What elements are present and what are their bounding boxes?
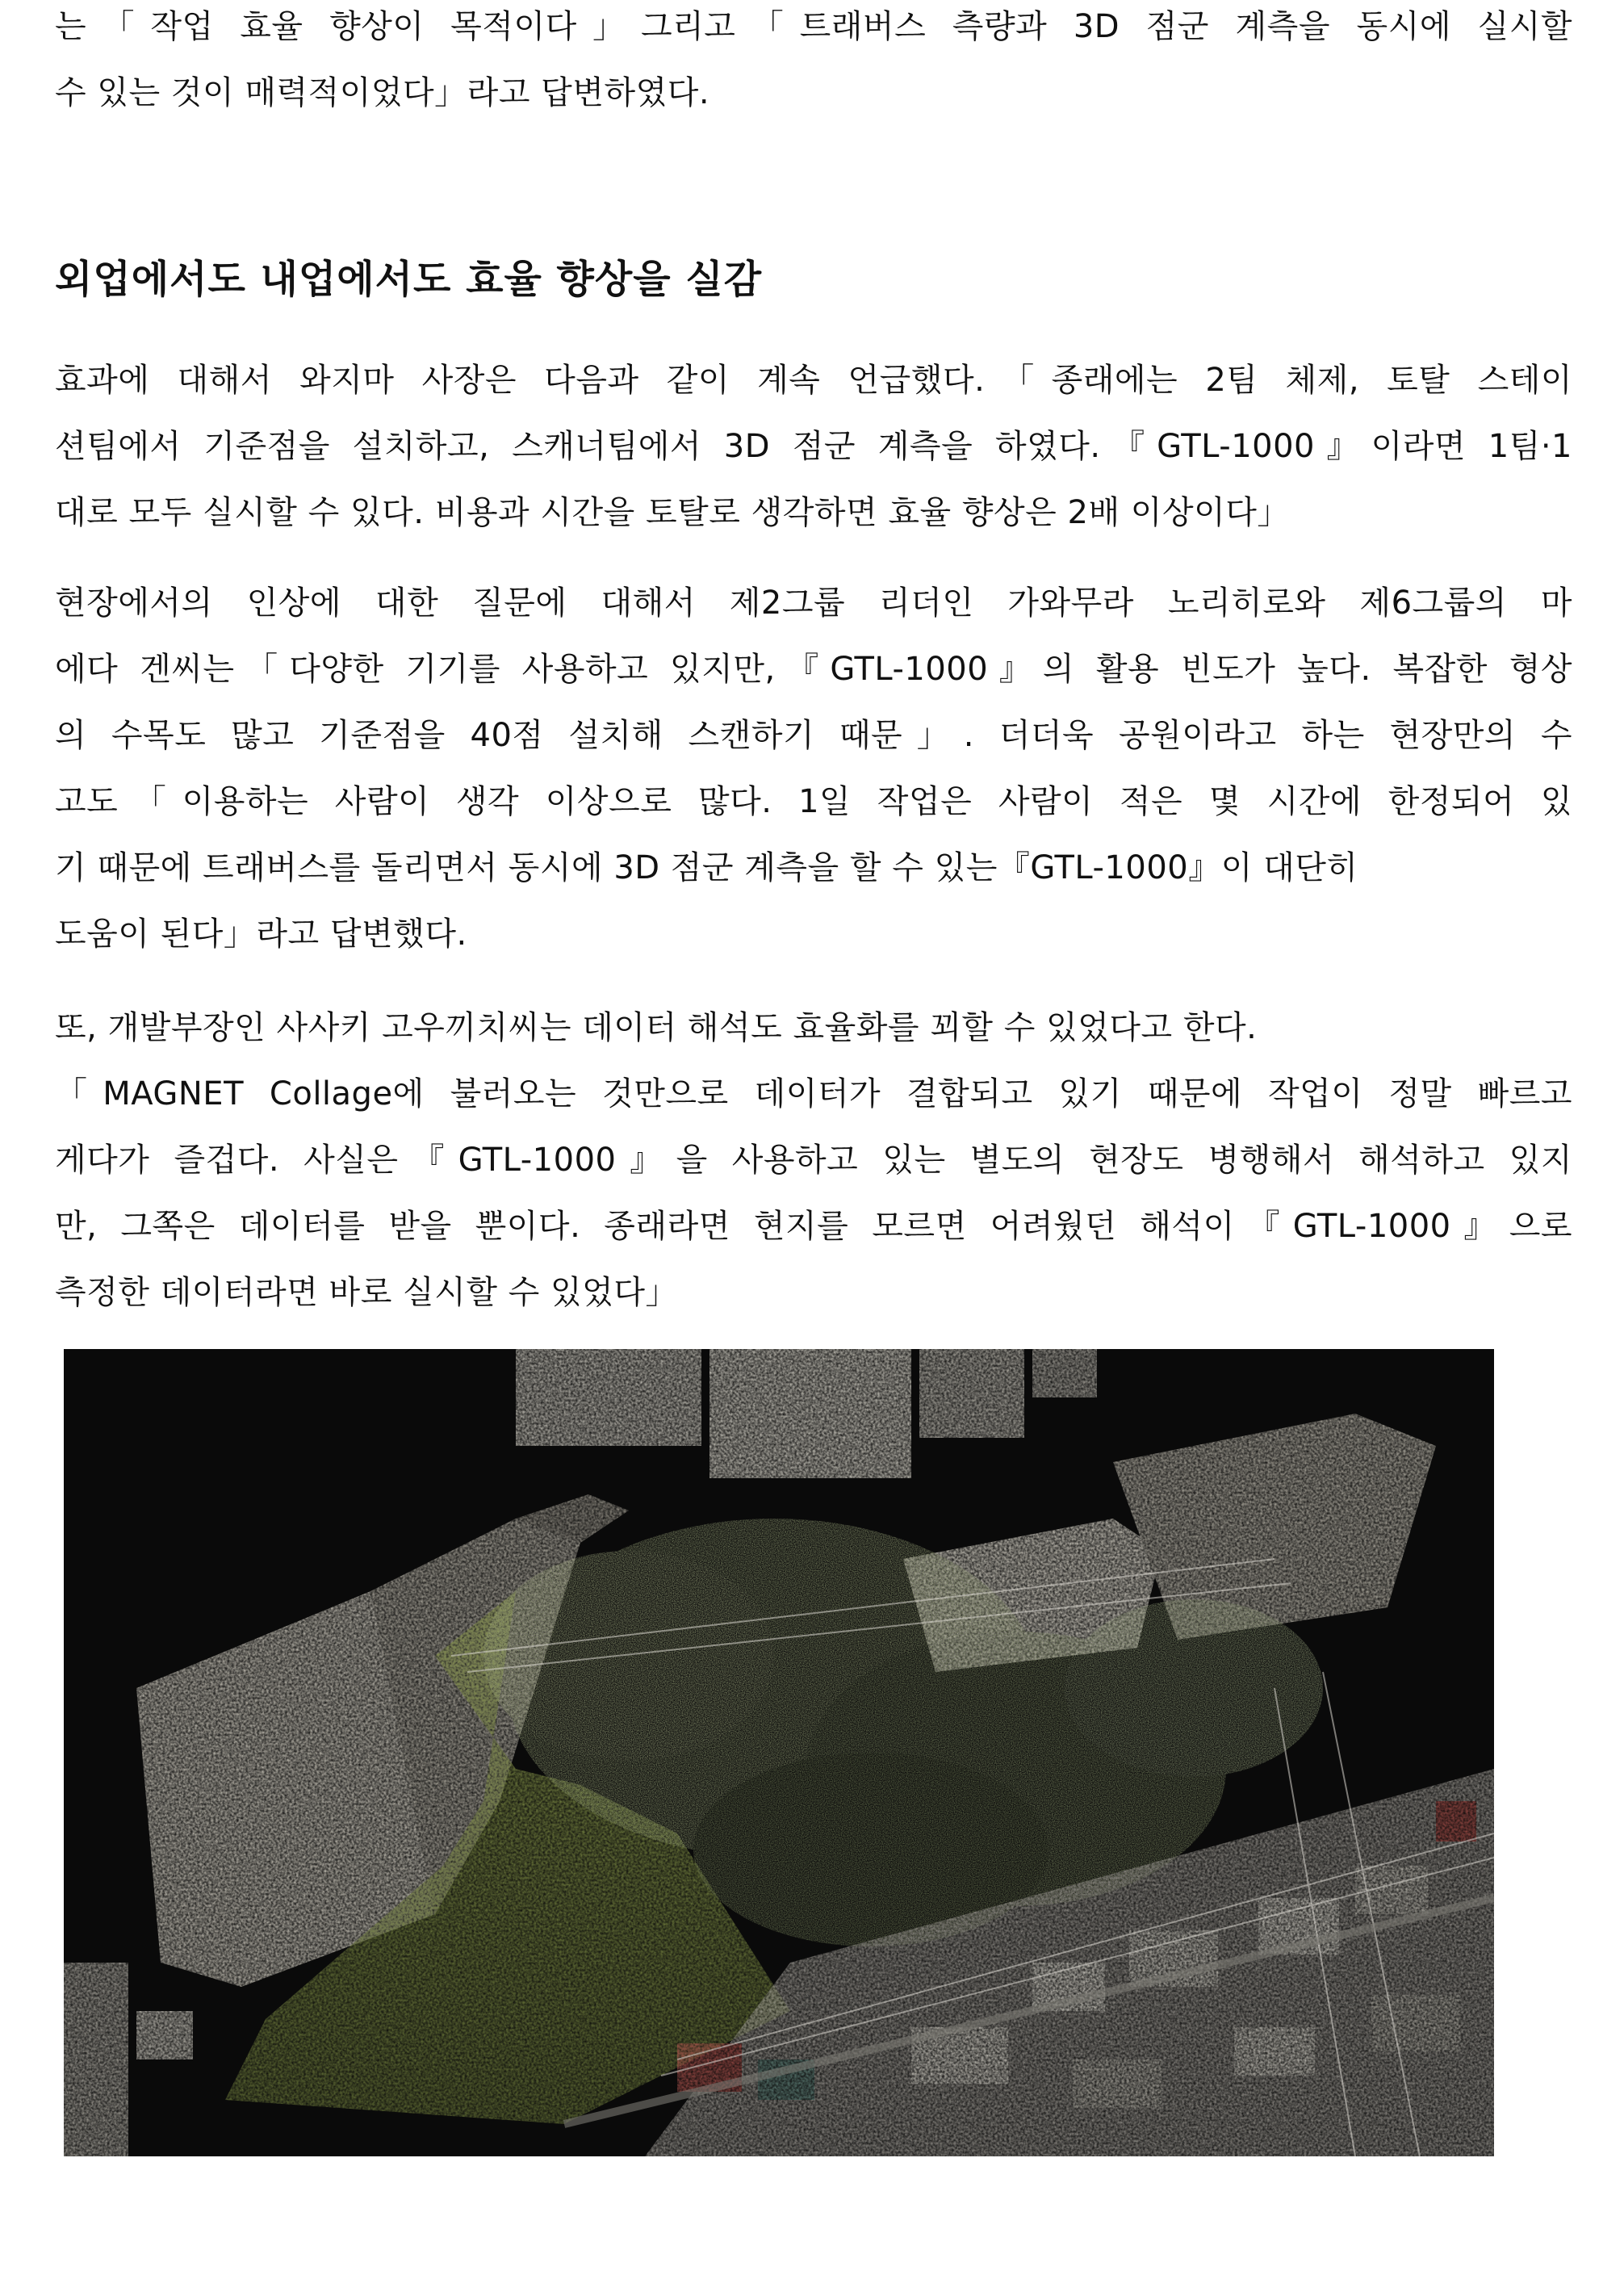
paragraph-2-line-2: 에다 겐씨는「다양한 기기를 사용하고 있지만,『GTL-1000』의 활용 빈도가 높다. 복잡한 형상 xyxy=(55,651,1572,688)
paragraph-2-line-3: 의 수목도 많고 기준점을 40점 설치해 스캔하기 때문」. 더더욱 공원이라고 하는 현장만의 수 xyxy=(55,717,1572,754)
paragraph-2-line-4: 고도「이용하는 사람이 생각 이상으로 많다. 1일 작업은 사람이 적은 몇 시간에 한정되어 있 xyxy=(55,783,1572,820)
paragraph-3-line-2: 「MAGNET Collage에 불러오는 것만으로 데이터가 결합되고 있기 때문에 작업이 정말 빠르고 xyxy=(55,1075,1572,1112)
paragraph-3-line-1: 또, 개발부장인 사사키 고우끼치씨는 데이터 해석도 효율화를 꾀할 수 있었다고 한다. xyxy=(55,1009,1258,1046)
paragraph-3-line-4: 만, 그쪽은 데이터를 받을 뿐이다. 종래라면 현지를 모르면 어려웠던 해석이『GTL-1000』으로 xyxy=(55,1208,1572,1245)
paragraph-3-line-5: 측정한 데이터라면 바로 실시할 수 있었다」 xyxy=(55,1274,678,1311)
section-heading: 외업에서도 내업에서도 효율 향상을 실감 xyxy=(55,257,763,302)
paragraph-2-line-6: 도움이 된다」라고 답변했다. xyxy=(55,916,467,953)
paragraph-1-line-3: 대로 모두 실시할 수 있다. 비용과 시간을 토탈로 생각하면 효율 향상은 2배 이상이다」 xyxy=(55,494,1290,531)
paragraph-1-line-2: 션팀에서 기준점을 설치하고, 스캐너팀에서 3D 점군 계측을 하였다.『GTL-1000』이라면 1팀·1 xyxy=(55,428,1572,465)
intro-line-1: 는「작업 효율 향상이 목적이다」그리고「트래버스 측량과 3D 점군 계측을 동시에 실시할 xyxy=(55,8,1572,45)
intro-line-2: 수 있는 것이 매력적이었다」라고 답변하였다. xyxy=(55,74,710,111)
point-cloud-figure xyxy=(64,1349,1494,2156)
paragraph-3-line-3: 게다가 즐겁다. 사실은『GTL-1000』을 사용하고 있는 별도의 현장도 병행해서 해석하고 있지 xyxy=(55,1142,1572,1179)
paragraph-2-line-5: 기 때문에 트래버스를 돌리면서 동시에 3D 점군 계측을 할 수 있는『GTL-1000』이 대단히 xyxy=(55,849,1358,886)
paragraph-2-line-1: 현장에서의 인상에 대한 질문에 대해서 제2그룹 리더인 가와무라 노리히로와 제6그룹의 마 xyxy=(55,585,1572,622)
paragraph-1-line-1: 효과에 대해서 와지마 사장은 다음과 같이 계속 언급했다.「종래에는 2팀 체제, 토탈 스테이 xyxy=(55,362,1572,399)
point-cloud-image xyxy=(64,1349,1494,2156)
